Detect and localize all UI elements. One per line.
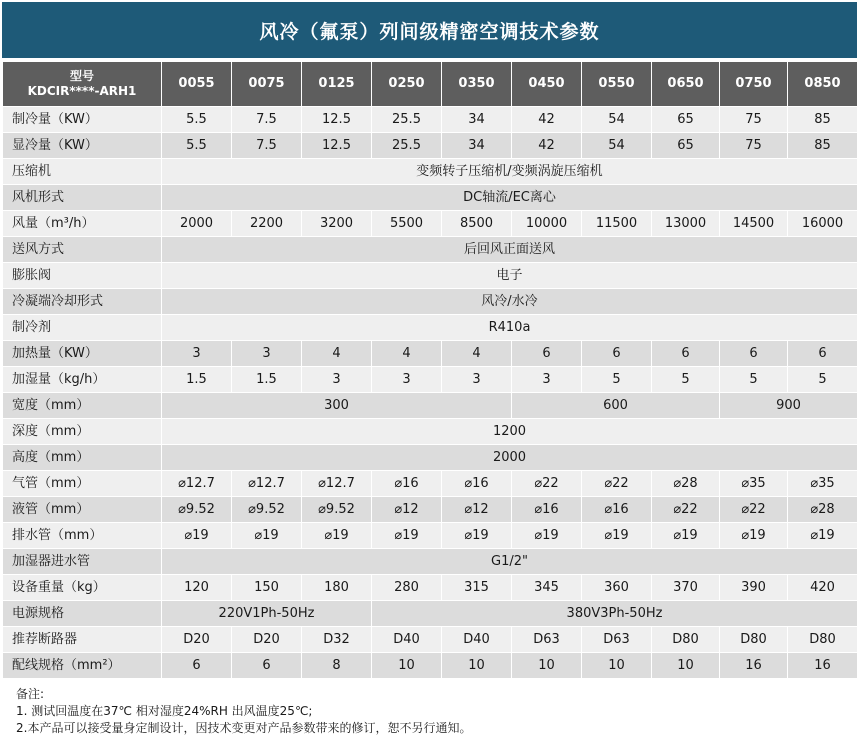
table-row [3, 185, 858, 211]
row-label-text: 液管（mm） [12, 501, 90, 517]
row-label-text: 送风方式 [12, 241, 65, 257]
table-cell: DC轴流/EC离心 [162, 185, 858, 211]
notes-heading: 备注: [16, 687, 45, 701]
table-cell: 1.5 [232, 367, 302, 393]
table-cell: 315 [442, 575, 512, 601]
table-cell: 3 [232, 341, 302, 367]
table-cell: 电子 [162, 263, 858, 289]
table-cell: 7.5 [232, 107, 302, 133]
table-row [3, 393, 858, 419]
table-row [3, 653, 858, 679]
row-label [3, 263, 162, 289]
table-cell: ⌀22 [652, 497, 720, 523]
row-label-text: 冷凝端冷却形式 [12, 293, 104, 309]
table-cell: 5 [788, 367, 858, 393]
table-cell: 8500 [442, 211, 512, 237]
table-cell: 5 [720, 367, 788, 393]
table-cell: ⌀16 [442, 471, 512, 497]
row-label [3, 341, 162, 367]
table-cell: 390 [720, 575, 788, 601]
table-cell: 5.5 [162, 133, 232, 159]
page-title: 风冷（氟泵）列间级精密空调技术参数 [2, 2, 857, 58]
table-cell: 370 [652, 575, 720, 601]
table-cell: 11500 [582, 211, 652, 237]
table-row [3, 523, 858, 549]
table-cell: 300 [162, 393, 512, 419]
table-cell: 5500 [372, 211, 442, 237]
row-label [3, 185, 162, 211]
table-row [3, 471, 858, 497]
table-cell: D20 [232, 627, 302, 653]
table-cell: 85 [788, 107, 858, 133]
model-column-header: 0350 [442, 62, 512, 107]
table-cell: 4 [302, 341, 372, 367]
table-cell: ⌀19 [232, 523, 302, 549]
note-line-2: 2.本产品可以接受量身定制设计，因技术变更对产品参数带来的修订，恕不另行通知。 [16, 721, 472, 735]
row-label-text: 加热量（KW） [12, 345, 98, 361]
table-cell: R410a [162, 315, 858, 341]
table-row [3, 237, 858, 263]
table-row [3, 289, 858, 315]
table-cell: 65 [652, 107, 720, 133]
row-label-text: 加湿量（kg/h） [12, 371, 106, 387]
row-label-text: 风机形式 [12, 189, 65, 205]
table-row [3, 211, 858, 237]
table-cell: D20 [162, 627, 232, 653]
table-cell: 54 [582, 107, 652, 133]
table-cell: ⌀9.52 [232, 497, 302, 523]
table-cell: ⌀19 [442, 523, 512, 549]
table-cell: D40 [442, 627, 512, 653]
table-cell: 600 [512, 393, 720, 419]
row-label [3, 601, 162, 627]
table-row [3, 367, 858, 393]
table-cell: 380V3Ph-50Hz [372, 601, 858, 627]
row-label-text: 制冷剂 [12, 319, 52, 335]
table-cell: 25.5 [372, 133, 442, 159]
row-label-text: 宽度（mm） [12, 397, 90, 413]
table-cell: ⌀12.7 [232, 471, 302, 497]
table-cell: 3200 [302, 211, 372, 237]
table-cell: 6 [720, 341, 788, 367]
row-label-text: 压缩机 [12, 163, 52, 179]
table-cell: 1.5 [162, 367, 232, 393]
model-header-cell [3, 62, 162, 107]
table-cell: 65 [652, 133, 720, 159]
table-cell: 220V1Ph-50Hz [162, 601, 372, 627]
table-cell: ⌀28 [652, 471, 720, 497]
model-column-header: 0075 [232, 62, 302, 107]
table-cell: 4 [372, 341, 442, 367]
table-cell: D32 [302, 627, 372, 653]
table-cell: ⌀19 [372, 523, 442, 549]
table-row [3, 601, 858, 627]
table-cell: 85 [788, 133, 858, 159]
row-label-text: 配线规格（mm²） [12, 657, 121, 673]
table-cell: ⌀19 [302, 523, 372, 549]
table-cell: 4 [442, 341, 512, 367]
table-cell: D80 [788, 627, 858, 653]
table-cell: ⌀28 [788, 497, 858, 523]
table-cell: 7.5 [232, 133, 302, 159]
table-cell: D63 [512, 627, 582, 653]
row-label [3, 211, 162, 237]
table-cell: ⌀19 [652, 523, 720, 549]
row-label [3, 367, 162, 393]
row-label-text: 膨胀阀 [12, 267, 52, 283]
model-column-header: 0750 [720, 62, 788, 107]
table-cell: D80 [720, 627, 788, 653]
table-cell: ⌀12 [372, 497, 442, 523]
table-cell: 3 [162, 341, 232, 367]
table-cell: ⌀16 [582, 497, 652, 523]
row-label-text: 气管（mm） [12, 475, 90, 491]
table-cell: 360 [582, 575, 652, 601]
table-cell: ⌀12.7 [162, 471, 232, 497]
row-label [3, 237, 162, 263]
row-label [3, 549, 162, 575]
row-label-text: 制冷量（KW） [12, 111, 98, 127]
table-cell: ⌀16 [512, 497, 582, 523]
row-label-text: 高度（mm） [12, 449, 90, 465]
table-cell: 5.5 [162, 107, 232, 133]
row-label [3, 107, 162, 133]
table-cell: 10 [442, 653, 512, 679]
row-label [3, 445, 162, 471]
table-row [3, 263, 858, 289]
table-cell: 3 [442, 367, 512, 393]
table-cell: 3 [372, 367, 442, 393]
table-cell: 1200 [162, 419, 858, 445]
table-row [3, 159, 858, 185]
row-label [3, 523, 162, 549]
table-body [3, 107, 858, 679]
table-cell: 10 [512, 653, 582, 679]
row-label [3, 627, 162, 653]
table-cell: 54 [582, 133, 652, 159]
table-cell: 16 [788, 653, 858, 679]
table-cell: 10000 [512, 211, 582, 237]
row-label [3, 315, 162, 341]
row-label [3, 419, 162, 445]
table-cell: 34 [442, 133, 512, 159]
table-cell: 120 [162, 575, 232, 601]
row-label-text: 显冷量（KW） [12, 137, 98, 153]
table-cell: ⌀12.7 [302, 471, 372, 497]
table-cell: 5 [652, 367, 720, 393]
table-row [3, 627, 858, 653]
table-cell: ⌀19 [788, 523, 858, 549]
table-row [3, 419, 858, 445]
table-row [3, 107, 858, 133]
table-cell: D63 [582, 627, 652, 653]
table-cell: G1/2" [162, 549, 858, 575]
table-cell: 42 [512, 133, 582, 159]
table-cell: 6 [788, 341, 858, 367]
table-cell: ⌀16 [372, 471, 442, 497]
row-label [3, 133, 162, 159]
table-row [3, 133, 858, 159]
row-label [3, 471, 162, 497]
model-label: 型号 [69, 69, 94, 83]
table-cell: 5 [582, 367, 652, 393]
table-cell: ⌀22 [512, 471, 582, 497]
table-cell: 25.5 [372, 107, 442, 133]
table-cell: 6 [162, 653, 232, 679]
table-cell: 16000 [788, 211, 858, 237]
row-label [3, 289, 162, 315]
note-line-1: 1. 测试回温度在37℃ 相对湿度24%RH 出风温度25℃; [16, 704, 313, 718]
table-cell: ⌀12 [442, 497, 512, 523]
row-label [3, 575, 162, 601]
model-column-header: 0250 [372, 62, 442, 107]
table-cell: 2200 [232, 211, 302, 237]
table-row [3, 341, 858, 367]
model-column-header: 0125 [302, 62, 372, 107]
table-cell: 2000 [162, 211, 232, 237]
table-cell: 2000 [162, 445, 858, 471]
table-row [3, 445, 858, 471]
table-cell: ⌀9.52 [162, 497, 232, 523]
table-cell: ⌀19 [720, 523, 788, 549]
row-label-text: 风量（m³/h） [12, 215, 95, 231]
table-cell: 3 [302, 367, 372, 393]
table-cell: 变频转子压缩机/变频涡旋压缩机 [162, 159, 858, 185]
table-cell: ⌀22 [720, 497, 788, 523]
table-cell: ⌀19 [582, 523, 652, 549]
table-cell: ⌀19 [162, 523, 232, 549]
row-label-text: 深度（mm） [12, 423, 90, 439]
table-cell: 180 [302, 575, 372, 601]
model-column-header: 0055 [162, 62, 232, 107]
row-label-text: 推荐断路器 [12, 631, 78, 647]
model-column-header: 0650 [652, 62, 720, 107]
table-cell: 后回风正面送风 [162, 237, 858, 263]
table-cell: 150 [232, 575, 302, 601]
table-cell: 3 [512, 367, 582, 393]
table-cell: 6 [512, 341, 582, 367]
row-label [3, 159, 162, 185]
table-row [3, 315, 858, 341]
table-cell: 75 [720, 133, 788, 159]
table-cell: D80 [652, 627, 720, 653]
spec-table [2, 61, 858, 679]
table-cell: 345 [512, 575, 582, 601]
model-code: KDCIR****-ARH1 [27, 84, 137, 98]
table-cell: 14500 [720, 211, 788, 237]
model-column-header: 0550 [582, 62, 652, 107]
table-header-row [3, 62, 858, 107]
table-row [3, 497, 858, 523]
row-label-text: 电源规格 [12, 605, 65, 621]
table-cell: ⌀35 [788, 471, 858, 497]
row-label [3, 497, 162, 523]
table-cell: 34 [442, 107, 512, 133]
table-cell: 6 [582, 341, 652, 367]
table-cell: 75 [720, 107, 788, 133]
table-cell: 42 [512, 107, 582, 133]
table-cell: 420 [788, 575, 858, 601]
model-column-header: 0450 [512, 62, 582, 107]
table-cell: 16 [720, 653, 788, 679]
row-label-text: 排水管（mm） [12, 527, 103, 543]
notes-section [16, 686, 846, 737]
table-cell: 10 [652, 653, 720, 679]
table-cell: ⌀19 [512, 523, 582, 549]
row-label [3, 393, 162, 419]
table-cell: ⌀9.52 [302, 497, 372, 523]
row-label [3, 653, 162, 679]
table-cell: 280 [372, 575, 442, 601]
table-cell: 10 [372, 653, 442, 679]
table-cell: 6 [652, 341, 720, 367]
table-cell: 10 [582, 653, 652, 679]
table-cell: D40 [372, 627, 442, 653]
row-label-text: 加湿器进水管 [12, 553, 91, 569]
table-row [3, 549, 858, 575]
table-row [3, 575, 858, 601]
table-cell: 风冷/水冷 [162, 289, 858, 315]
table-cell: ⌀35 [720, 471, 788, 497]
table-cell: ⌀22 [582, 471, 652, 497]
model-column-header: 0850 [788, 62, 858, 107]
table-cell: 13000 [652, 211, 720, 237]
table-cell: 12.5 [302, 133, 372, 159]
table-cell: 6 [232, 653, 302, 679]
row-label-text: 设备重量（kg） [12, 579, 106, 595]
table-cell: 8 [302, 653, 372, 679]
table-cell: 12.5 [302, 107, 372, 133]
table-cell: 900 [720, 393, 858, 419]
